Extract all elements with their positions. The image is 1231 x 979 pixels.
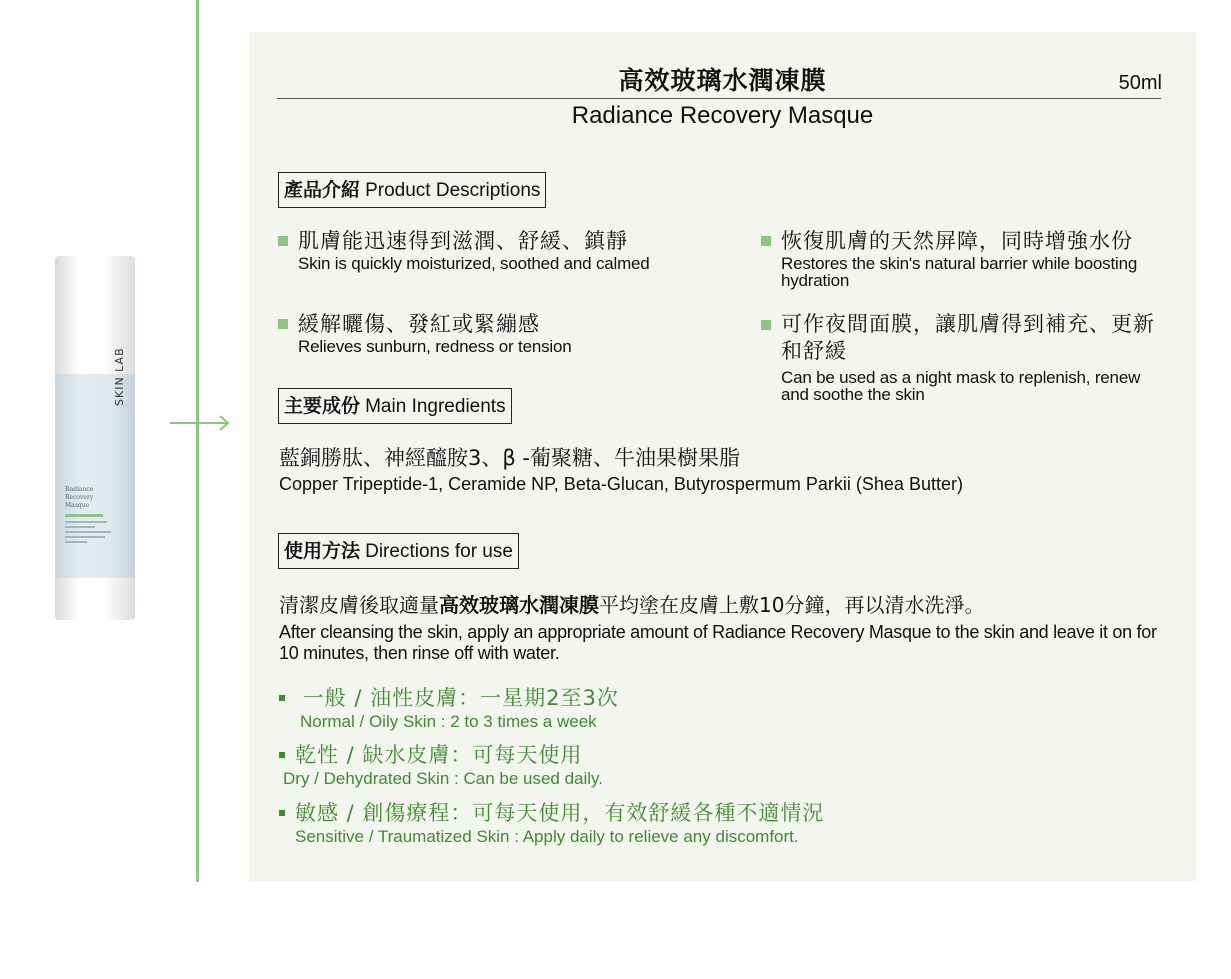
description-item: 肌膚能迅速得到滋潤、舒緩、鎮靜 Skin is quickly moisturized, soothed and calmed	[278, 228, 718, 272]
frequency-item: 一般 / 油性皮膚：一星期2至3次 Normal / Oily Skin : 2 to 3 times a week	[279, 682, 619, 732]
bullet-square-icon	[279, 810, 285, 816]
bottle-base	[55, 578, 135, 620]
bottle-name-line: Masque	[65, 502, 90, 509]
title-rule	[277, 98, 1161, 99]
arrow-right-icon	[170, 412, 232, 434]
product-title-zh: 高效玻璃水潤凍膜	[618, 66, 827, 95]
product-volume: 50ml	[1118, 72, 1162, 94]
product-title-en: Radiance Recovery Masque	[571, 102, 874, 129]
bottle-accent-bar	[65, 514, 103, 517]
description-item: 恢復肌膚的天然屏障，同時增強水份 Restores the skin's natural barrier while boosting hydration	[761, 228, 1173, 289]
section-heading-directions	[278, 533, 519, 569]
heading-en: Product Descriptions	[365, 180, 541, 201]
divider-line	[196, 0, 199, 882]
bottle-name-line: Recovery	[65, 494, 94, 501]
bottle-name-line: Radiance	[65, 486, 94, 493]
bullet-square-icon	[761, 320, 771, 330]
bullet-square-icon	[278, 319, 288, 329]
heading-zh: 主要成份	[284, 395, 361, 417]
heading-zh: 產品介紹	[284, 179, 361, 201]
product-info-panel	[249, 32, 1196, 881]
directions-zh: 清潔皮膚後取適量高效玻璃水潤凍膜平均塗在皮膚上敷10分鐘，再以清水洗淨。	[279, 593, 985, 617]
description-item: 緩解曬傷、發紅或緊繃感 Relieves sunburn, redness or tension	[278, 311, 718, 355]
bullet-square-icon	[761, 236, 771, 246]
directions-en: After cleansing the skin, apply an appropriate amount of Radiance Recovery Masque to the skin and leave it on for 10 minutes, then rinse off with water.	[279, 622, 1157, 663]
ingredients-en: Copper Tripeptide-1, Ceramide NP, Beta-Glucan, Butyrospermum Parkii (Shea Butter)	[279, 474, 963, 494]
section-heading-ingredients	[278, 388, 512, 424]
section-heading-descriptions	[278, 172, 546, 208]
bottle-product-name	[65, 486, 93, 510]
bullet-square-icon	[279, 752, 285, 758]
heading-en: Directions for use	[365, 541, 513, 562]
bottle-fine-print	[65, 521, 113, 546]
description-item: 可作夜間面膜，讓肌膚得到補充、更新和舒緩 Can be used as a night mask to replenish, renew and soothe the skin	[761, 311, 1166, 403]
product-bottle-image	[55, 256, 135, 620]
bottle-brand-label: SKIN LAB	[113, 347, 126, 406]
bullet-square-icon	[279, 695, 285, 701]
heading-en: Main Ingredients	[365, 396, 506, 417]
heading-zh: 使用方法	[284, 540, 361, 562]
frequency-item: 敏感 / 創傷療程：可每天使用，有效舒緩各種不適情況 Sensitive / Traumatized Skin : Apply daily to relieve any discomfort.	[279, 797, 824, 847]
frequency-item: 乾性 / 缺水皮膚：可每天使用 Dry / Dehydrated Skin : Can be used daily.	[279, 739, 603, 789]
bullet-square-icon	[278, 236, 288, 246]
ingredients-zh: 藍銅勝肽、神經醯胺3、β -葡聚糖、牛油果樹果脂	[279, 446, 741, 470]
